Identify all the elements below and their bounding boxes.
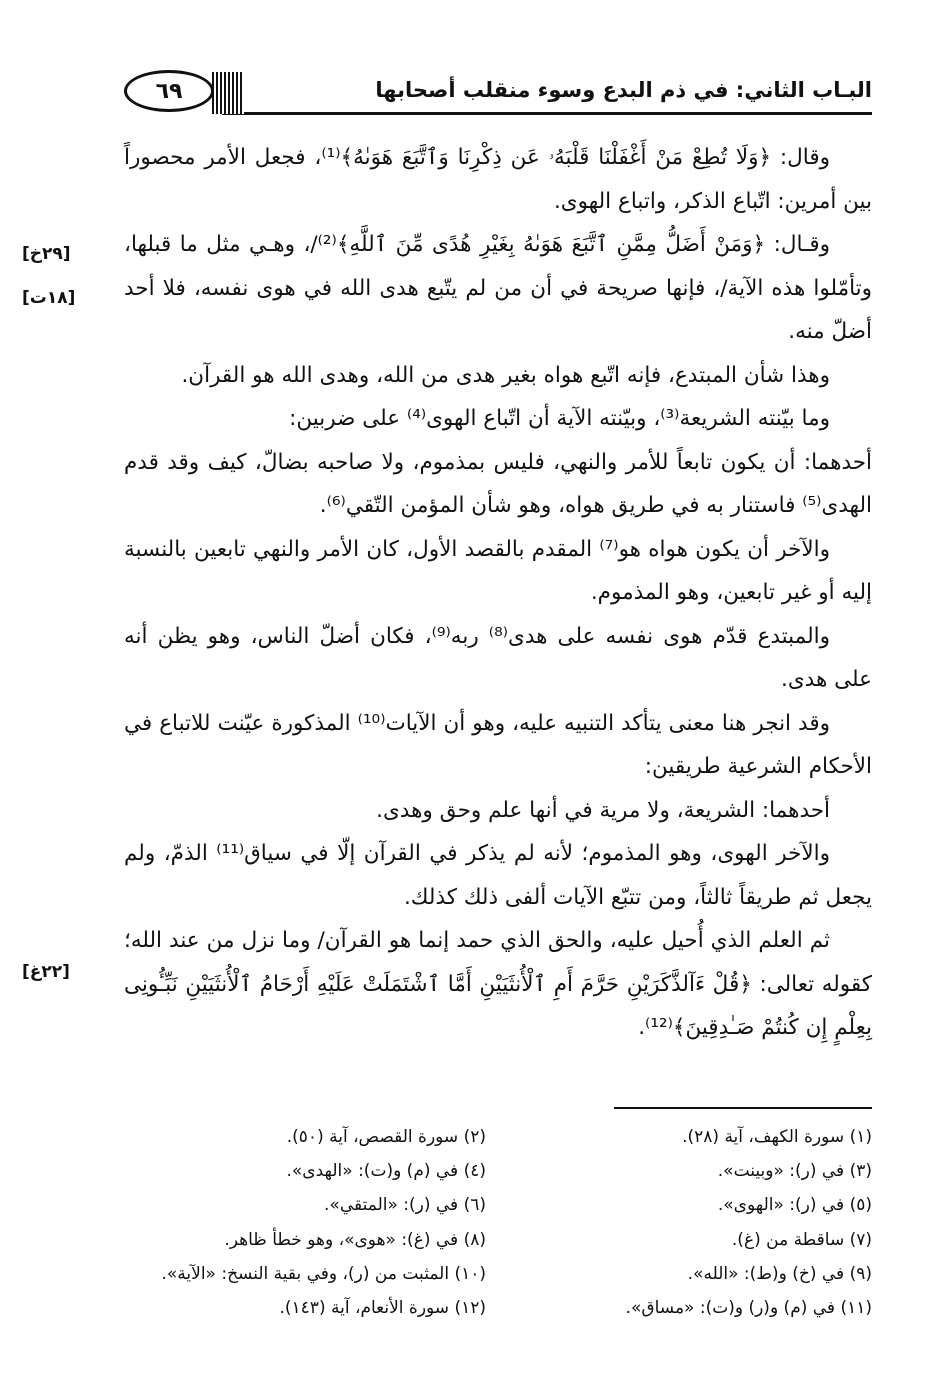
footnote: (٣) في (ر): «وبينت». — [717, 1161, 872, 1182]
footnote: (٧) ساقطة من (غ). — [731, 1229, 872, 1250]
header-rule — [222, 112, 872, 115]
header-ornament — [212, 72, 244, 114]
margin-marker: [٢٢غ] — [22, 962, 70, 982]
footnotes — [124, 1120, 872, 1325]
footnote: (٩) في (خ) و(ط): «الله». — [687, 1263, 872, 1284]
paragraph: والآخر الهوى، وهو المذموم؛ لأنه لم يذكر في القرآن إلّا في سياق⁽¹¹⁾ الذمّ، ولم يجعل ثم طريقاً ثالثاً، ومن تتبّع الآيات ألفى ذلك كذلك. — [124, 841, 872, 910]
margin-marker: [١٨ت] — [22, 288, 76, 308]
paragraph: وقال: ﴿وَلَا تُطِعْ مَنْ أَغْفَلْنَا قَلْبَهُۥ عَن ذِكْرِنَا وَٱتَّبَعَ هَوَىٰهُ﴾⁽¹⁾، فجعل الأمر محصوراً بين أمرين: اتّباع الذكر، واتباع الهوى. — [124, 145, 872, 214]
page-header — [124, 58, 872, 118]
footnote: (١٠) المثبت من (ر)، وفي بقية النسخ: «الآية». — [161, 1263, 486, 1284]
running-title: البـاب الثاني: في ذم البدع وسوء منقلب أصحابها — [375, 78, 872, 102]
paragraph: وما بيّنته الشريعة⁽³⁾، وبيّنته الآية أن اتّباع الهوى⁽⁴⁾ على ضربين: — [289, 406, 830, 431]
paragraph: وهذا شأن المبتدع، فإنه اتّبع هواه بغير هدى من الله، وهدى الله هو القرآن. — [181, 362, 830, 388]
footnote-separator — [614, 1107, 872, 1109]
footnote: (٤) في (م) و(ت): «الهدى». — [286, 1161, 486, 1182]
paragraph: ثم العلم الذي أُحيل عليه، والحق الذي حمد إنما هو القرآن/ وما نزل من عند الله؛ كقوله تعالى: ﴿قُلْ ءَآلذَّكَرَيْنِ حَرَّمَ أَمِ ٱلْأُنثَيَيْنِ أَمَّا ٱشْتَمَلَتْ عَلَيْهِ أَرْحَامُ ٱلْأُنثَيَيْنِ نَبِّـُٔونِى بِعِلْمٍ إِن كُنتُمْ صَـٰدِقِينَ﴾⁽¹²⁾. — [124, 928, 872, 1040]
paragraph: أحدهما: أن يكون تابعاً للأمر والنهي، فليس بمذموم، ولا صاحبه بضالّ، كيف وقد قدم الهدى⁽⁵⁾ فاستنار به في طريق هواه، وهو شأن المؤمن التّقي⁽⁶⁾. — [124, 449, 872, 518]
paragraph: أحدهما: الشريعة، ولا مرية في أنها علم وحق وهدى. — [376, 797, 830, 823]
paragraph: والآخر أن يكون هواه هو⁽⁷⁾ المقدم بالقصد الأول، كان الأمر والنهي تابعين بالنسبة إليه أو غير تابعين، وهو المذموم. — [124, 536, 872, 605]
footnote: (٢) سورة القصص، آية (٥٠). — [286, 1127, 486, 1147]
footnote: (٨) في (غ): «هوى»، وهو خطأ ظاهر. — [224, 1229, 486, 1250]
paragraph: وقـال: ﴿وَمَنْ أَضَلُّ مِمَّنِ ٱتَّبَعَ هَوَىٰهُ بِغَيْرِ هُدًى مِّنَ ٱللَّهِ﴾⁽²⁾/، وهـي مثل ما قبلها، وتأمّلوا هذه الآية/، فإنها صريحة في أن من لم يتّبع هدى الله في هوى نفسه، فلا أحد أضلّ منه. — [124, 232, 872, 344]
page-number: ٦٩ — [124, 70, 214, 112]
footnote: (١) سورة الكهف، آية (٢٨). — [682, 1127, 872, 1147]
paragraph: والمبتدع قدّم هوى نفسه على هدى⁽⁸⁾ ربه⁽⁹⁾، فكان أضلّ الناس، وهو يظن أنه على هدى. — [124, 623, 872, 692]
footnote: (١١) في (م) و(ر) و(ت): «مساق». — [625, 1298, 872, 1319]
margin-marker: [٢٩خ] — [22, 244, 71, 264]
footnote: (٥) في (ر): «الهوى». — [717, 1195, 872, 1216]
footnote: (٦) في (ر): «المتقي». — [324, 1195, 486, 1216]
main-text — [124, 136, 872, 1050]
paragraph: وقد انجر هنا معنى يتأكد التنبيه عليه، وهو أن الآيات⁽¹⁰⁾ المذكورة عيّنت للاتباع في الأحكام الشرعية طريقين: — [124, 710, 872, 779]
footnote: (١٢) سورة الأنعام، آية (١٤٣). — [279, 1298, 486, 1319]
